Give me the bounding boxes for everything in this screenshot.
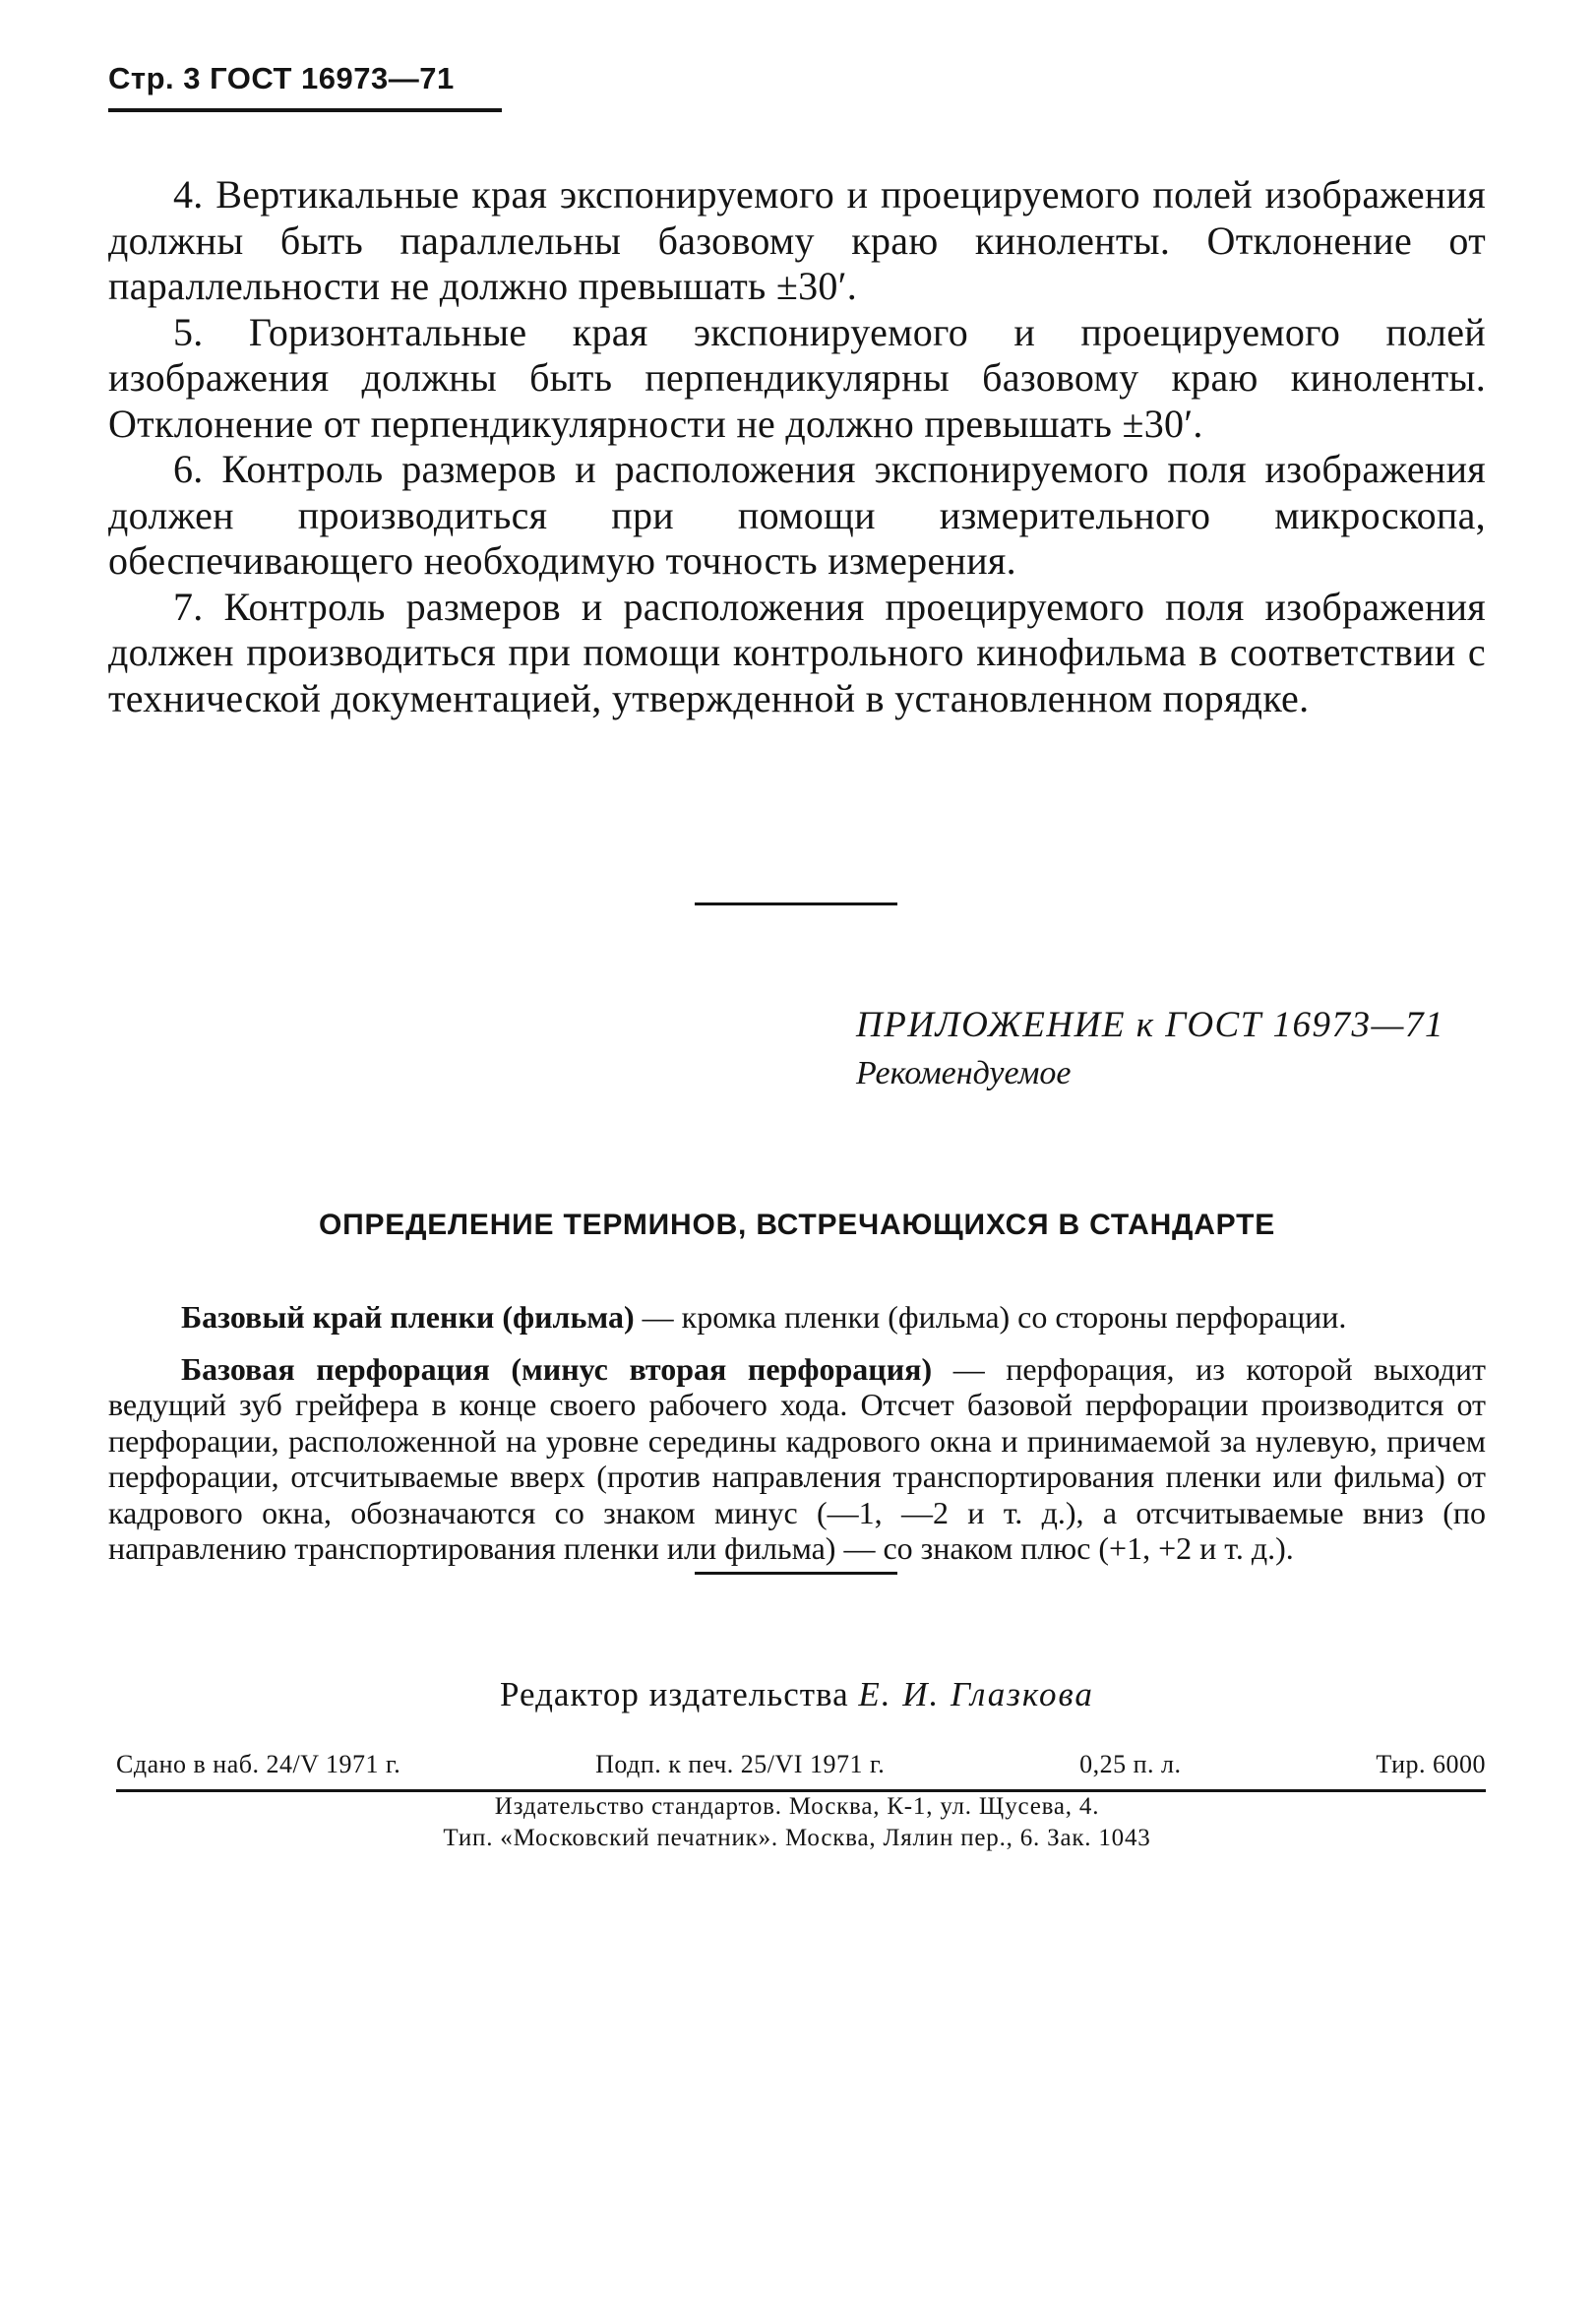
editor-name: Е. И. Глазкова (858, 1675, 1094, 1713)
appendix-status: Рекомендуемое (856, 1055, 1072, 1091)
editor-line (108, 1675, 1486, 1714)
term-name: Базовая перфорация (минус вторая перфорация) (181, 1350, 933, 1387)
numbered-items (108, 172, 1486, 721)
printer-line: Тип. «Московский печатник». Москва, Лялин пер., 6. Зак. 1043 (443, 1825, 1151, 1851)
section-title: ОПРЕДЕЛЕНИЕ ТЕРМИНОВ, ВСТРЕЧАЮЩИХСЯ В СТАНДАРТЕ (318, 1209, 1276, 1241)
item-5: 5. Горизонтальные края экспонируемого и проецируемого полей изображения должны быть перпендикулярны базовому краю киноленты. Отклонение от перпендикулярности не должно превышать ±30′. (108, 309, 1486, 446)
circulation: Тир. 6000 (1376, 1750, 1486, 1778)
section-divider-1 (695, 902, 897, 905)
term-text: — кромка пленки (фильма) со стороны перфорации. (634, 1299, 1347, 1335)
appendix-label: ПРИЛОЖЕНИЕ к ГОСТ 16973—71 (856, 1005, 1444, 1045)
signed-date: Подп. к печ. 25/VI 1971 г. (595, 1750, 886, 1778)
publication-info (116, 1750, 1486, 1792)
submitted-date: Сдано в наб. 24/V 1971 г. (116, 1750, 401, 1778)
section-divider-2 (695, 1572, 897, 1575)
publisher-line: Издательство стандартов. Москва, К-1, ул. Щусева, 4. (494, 1793, 1100, 1820)
term-name: Базовый край пленки (фильма) (181, 1299, 635, 1335)
terms-list (108, 1299, 1486, 1583)
page-header: Стр. 3 ГОСТ 16973—71 (108, 61, 502, 112)
item-4: 4. Вертикальные края экспонируемого и проецируемого полей изображения должны быть параллельны базовому краю киноленты. Отклонение от параллельности не должно превышать ±30′. (108, 172, 1486, 308)
item-7: 7. Контроль размеров и расположения проецируемого поля изображения должен производиться при помощи контрольного кинофильма в соответствии с технической документацией, утвержденной в установленном порядке. (108, 584, 1486, 720)
term-text: — перфорация, из которой выходит ведущий зуб грейфера в конце своего рабочего хода. Отсчет базовой перфорации производится от перфорации, расположенной на уровне середины кадрового окна и принимаемой за нулевую, причем перфорации, отсчитываемые вверх (против направления транспортирования пленки или фильма) от кадрового окна, обозначаются со знаком минус (—1, —2 и т. д.), а отсчитываемые вниз (по направлению транспортирования пленки или фильма) — со знаком плюс (+1, +2 и т. д.). (108, 1350, 1487, 1566)
term-definition (108, 1299, 1486, 1336)
editor-label: Редактор издательства (500, 1675, 859, 1713)
term-definition (108, 1351, 1486, 1567)
print-sheets: 0,25 п. л. (1079, 1750, 1182, 1778)
item-6: 6. Контроль размеров и расположения экспонируемого поля изображения должен производиться при помощи измерительного микроскопа, обеспечивающего необходимую точность измерения. (108, 447, 1486, 583)
